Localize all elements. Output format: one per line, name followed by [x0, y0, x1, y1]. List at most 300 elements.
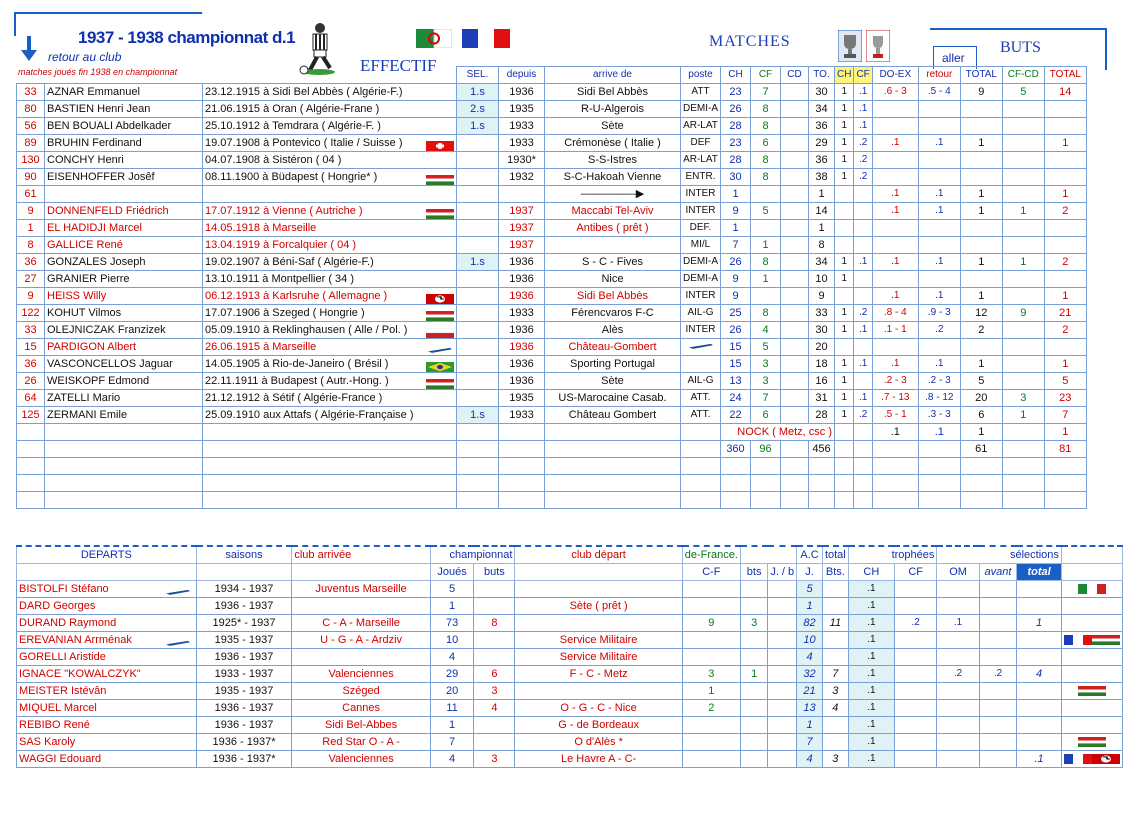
goals-retour: [918, 220, 960, 237]
position: DEMI-A: [681, 254, 721, 271]
sel-total: [1017, 581, 1062, 598]
cup-games: 2: [682, 700, 740, 717]
sel-ch: 1: [835, 390, 854, 407]
cell: [835, 424, 854, 441]
arrived-from: S-C-Hakoah Vienne: [545, 169, 681, 186]
arrived-from: Château-Gombert: [545, 339, 681, 356]
flag-cell: [1061, 598, 1122, 615]
nock-total: 1: [960, 424, 1002, 441]
sel-cf: [854, 203, 872, 220]
ac-games: [768, 649, 797, 666]
sel-ch: [835, 288, 854, 305]
total-games: 4: [797, 751, 823, 768]
subheader-bts2: Bts.: [822, 564, 848, 581]
sel-ch: [835, 237, 854, 254]
season-range: 1936 - 1937*: [196, 734, 292, 751]
cd-matches: [781, 322, 809, 339]
cell: [545, 441, 681, 458]
cell: [809, 475, 835, 492]
player-birth: [203, 220, 457, 237]
goals-retour: .2 - 3: [918, 373, 960, 390]
arrived-from: Férencvaros F-C: [545, 305, 681, 322]
player-name: SAS Karoly: [19, 736, 76, 748]
total-games: 1: [797, 598, 823, 615]
goals-grand-total: 1: [1044, 135, 1086, 152]
roster-col-header: TOTAL: [1044, 67, 1086, 84]
player-name: EREVANIAN Arrménak: [19, 634, 132, 646]
goals-total: 2: [960, 322, 1002, 339]
goals-total: 20: [960, 390, 1002, 407]
sel-ch: 1: [835, 322, 854, 339]
total-games: 7: [797, 734, 823, 751]
player-number: 8: [17, 237, 45, 254]
player-birth: [203, 305, 457, 322]
cell: [681, 424, 721, 441]
cell: [1061, 546, 1122, 564]
total-matches: 10: [809, 271, 835, 288]
cell: [781, 441, 809, 458]
player-number: 33: [17, 322, 45, 339]
cell: [721, 492, 751, 509]
since-year: 1935: [499, 101, 545, 118]
roster-row: [17, 390, 1087, 407]
trophy-cf: [894, 581, 936, 598]
subheader-avant: avant: [979, 564, 1017, 581]
cell: [203, 424, 457, 441]
selection: [457, 339, 499, 356]
goals-grand-total: 2: [1044, 322, 1086, 339]
header-selections: sélections: [937, 546, 1062, 564]
total-matches: 30: [809, 322, 835, 339]
goals-retour: .5 - 4: [918, 84, 960, 101]
player-name: GONZALES Joseph: [45, 254, 203, 271]
club-arrival: U - G - A - Ardziv: [292, 632, 431, 649]
ac-games: [768, 717, 797, 734]
trophy-ch: .1: [848, 615, 894, 632]
ch-matches: 9: [721, 288, 751, 305]
goals: 3: [474, 751, 515, 768]
selection: [457, 169, 499, 186]
sel-cf: .2: [854, 135, 872, 152]
trophy-cf: [894, 751, 936, 768]
trophy-cf: [894, 700, 936, 717]
subheader-total: total: [1017, 564, 1062, 581]
cd-matches: [781, 169, 809, 186]
sel-ch: 1: [835, 152, 854, 169]
goals-doex: [872, 118, 918, 135]
roster-col-header: arrive de: [545, 67, 681, 84]
subheader-ch: CH: [848, 564, 894, 581]
goals-cfcd: [1002, 220, 1044, 237]
player-number: 27: [17, 271, 45, 288]
sel-cf: .1: [854, 254, 872, 271]
ger-flag-icon: [426, 291, 454, 305]
departs-row: [17, 632, 1123, 649]
goals-total: 1: [960, 186, 1002, 203]
sel-cf: .2: [854, 407, 872, 424]
cd-matches: [781, 407, 809, 424]
departs-row: [17, 734, 1123, 751]
total-value: 360: [721, 441, 751, 458]
trophy-ch: .1: [848, 683, 894, 700]
goals: [474, 581, 515, 598]
trophy-ch: .1: [848, 581, 894, 598]
goals-retour: [918, 118, 960, 135]
sel-om: .1: [937, 615, 979, 632]
arrived-from: Sète: [545, 118, 681, 135]
club-departure: Service Militaire: [515, 649, 682, 666]
ch-matches: 15: [721, 339, 751, 356]
roster-row: [17, 305, 1087, 322]
cell: [1002, 458, 1044, 475]
ac-games: [768, 751, 797, 768]
back-arrow-icon[interactable]: [18, 36, 40, 62]
cf-matches: 5: [751, 203, 781, 220]
cup-goals: [740, 734, 767, 751]
position: INTER: [681, 288, 721, 305]
player-number: 36: [17, 356, 45, 373]
goals-doex: .1: [872, 203, 918, 220]
roster-row: [17, 135, 1087, 152]
games-played: 4: [430, 649, 473, 666]
arrived-from: Sète: [545, 373, 681, 390]
since-year: 1936: [499, 84, 545, 101]
player-birth: [203, 169, 457, 186]
since-year: 1936: [499, 271, 545, 288]
bra-flag-icon: [426, 359, 454, 373]
departed-player: [17, 751, 197, 768]
selection: [457, 322, 499, 339]
player-name: [45, 186, 203, 203]
departs-row: [17, 683, 1123, 700]
cell: [545, 492, 681, 509]
frame-line: [14, 12, 16, 36]
birth-text: 08.11.1900 à Büdapest ( Hongrie* ): [205, 171, 378, 183]
cf-matches: 6: [751, 407, 781, 424]
departed-player: [17, 649, 197, 666]
player-number: 130: [17, 152, 45, 169]
ch-matches: 9: [721, 271, 751, 288]
season-range: 1933 - 1937: [196, 666, 292, 683]
selection: [457, 305, 499, 322]
player-name: WAGGI Edouard: [19, 753, 102, 765]
departs-row: [17, 666, 1123, 683]
cd-matches: [781, 118, 809, 135]
goals-cfcd: [1002, 322, 1044, 339]
subheader-jb: J. / b: [768, 564, 797, 581]
goals-doex: .1: [872, 254, 918, 271]
cell: [835, 492, 854, 509]
sel-om: [937, 683, 979, 700]
cell: [1044, 475, 1086, 492]
cell: [835, 475, 854, 492]
sel-cf: [854, 339, 872, 356]
roster-col-header: CF-CD: [1002, 67, 1044, 84]
trophy-ch: .1: [848, 700, 894, 717]
arrow-right-icon: —————▶: [580, 188, 645, 200]
cup-goals: 3: [740, 615, 767, 632]
player-number: 9: [17, 203, 45, 220]
position: INTER: [681, 322, 721, 339]
player-birth: [203, 135, 457, 152]
goals-doex: .2 - 3: [872, 373, 918, 390]
ch-matches: 13: [721, 373, 751, 390]
pol-flag-icon: [426, 325, 454, 339]
sel-total: 1: [1017, 615, 1062, 632]
total-matches: 20: [809, 339, 835, 356]
goals-grand-total: [1044, 169, 1086, 186]
sel-ch: 1: [835, 84, 854, 101]
cd-matches: [781, 356, 809, 373]
cup-games: [682, 581, 740, 598]
arrived-from: [545, 186, 681, 203]
selection: [457, 152, 499, 169]
goals-retour: .1: [918, 135, 960, 152]
position: [681, 339, 721, 356]
roster-row: [17, 169, 1087, 186]
goals-grand-total: 1: [1044, 288, 1086, 305]
player-birth: [203, 186, 457, 203]
sel-total: 4: [1017, 666, 1062, 683]
games-played: 5: [430, 581, 473, 598]
hun-flag-icon: [426, 172, 454, 186]
goals-total: 12: [960, 305, 1002, 322]
roster-col-header: SEL.: [457, 67, 499, 84]
cell: [854, 475, 872, 492]
total-games: 1: [797, 717, 823, 734]
total-goals: 7: [822, 666, 848, 683]
cell: [45, 492, 203, 509]
sel-cf: .1: [854, 84, 872, 101]
sel-cf: [854, 237, 872, 254]
matches-heading: MATCHES: [709, 33, 791, 50]
since-year: [499, 186, 545, 203]
total-matches: 14: [809, 203, 835, 220]
club-departure: Service Militaire: [515, 632, 682, 649]
arrived-from: Crémonèse ( Italie ): [545, 135, 681, 152]
roster-row: [17, 356, 1087, 373]
back-to-club-link[interactable]: retour au club: [48, 50, 122, 64]
total-matches: 34: [809, 254, 835, 271]
ac-games: [768, 632, 797, 649]
goals-doex: [872, 271, 918, 288]
goals-retour: .1: [918, 356, 960, 373]
goals-total: 1: [960, 135, 1002, 152]
birth-text: 17.07.1906 à Szeged ( Hongrie ): [205, 307, 365, 319]
total-matches: 29: [809, 135, 835, 152]
goals-grand-total: [1044, 271, 1086, 288]
goals-doex: [872, 339, 918, 356]
sel-ch: 1: [835, 373, 854, 390]
player-name: KOHUT Vilmos: [45, 305, 203, 322]
total-matches: 1: [809, 220, 835, 237]
since-year: 1933: [499, 407, 545, 424]
cf-matches: 1: [751, 237, 781, 254]
sel-cf: [854, 220, 872, 237]
trophy-ch: .1: [848, 649, 894, 666]
trophy-icon: [838, 30, 862, 62]
cf-matches: 5: [751, 339, 781, 356]
departs-subheader-row: [17, 564, 1123, 581]
goals-cfcd: [1002, 339, 1044, 356]
cell: [499, 475, 545, 492]
algeria-flag-icon: [416, 29, 452, 48]
player-number: 36: [17, 254, 45, 271]
cell: [681, 475, 721, 492]
subheader-bts: bts: [740, 564, 767, 581]
goals-grand-total: 7: [1044, 407, 1086, 424]
trophy-cf: [894, 683, 936, 700]
effectif-heading: EFFECTIF: [360, 56, 437, 75]
hun-flag-icon: [1078, 685, 1106, 697]
player-number: 80: [17, 101, 45, 118]
cd-matches: [781, 339, 809, 356]
goals-total: 1: [960, 254, 1002, 271]
flag-cell: [1061, 683, 1122, 700]
subheader-joues: Joués: [430, 564, 473, 581]
cell: [196, 564, 292, 581]
club-departure: [515, 683, 682, 700]
cell: [1002, 424, 1044, 441]
player-birth: [203, 203, 457, 220]
club-departure: [515, 615, 682, 632]
cup-goals: [740, 598, 767, 615]
totals-row: [17, 441, 1087, 458]
total-matches: 8: [809, 237, 835, 254]
season-range: 1935 - 1937: [196, 683, 292, 700]
cd-matches: [781, 220, 809, 237]
cd-matches: [781, 305, 809, 322]
plane-flag-icon: [426, 342, 454, 356]
total-goals: [822, 717, 848, 734]
total-games: 21: [797, 683, 823, 700]
cell: [681, 441, 721, 458]
arrived-from: Alès: [545, 322, 681, 339]
sel-cf: [854, 271, 872, 288]
cup-goals: [740, 700, 767, 717]
cf-matches: [751, 186, 781, 203]
player-number: 125: [17, 407, 45, 424]
birth-text: 17.07.1912 à Vienne ( Autriche ): [205, 205, 363, 217]
cf-matches: 8: [751, 152, 781, 169]
departed-player: [17, 666, 197, 683]
cf-matches: 8: [751, 118, 781, 135]
cd-matches: [781, 254, 809, 271]
cell: [1061, 564, 1122, 581]
season-range: 1925* - 1937: [196, 615, 292, 632]
since-year: 1936: [499, 356, 545, 373]
goals-total: [960, 220, 1002, 237]
goals-total: 6: [960, 407, 1002, 424]
player-birth: [203, 101, 457, 118]
position: AIL-G: [681, 373, 721, 390]
cup-games: [682, 632, 740, 649]
position: [681, 356, 721, 373]
sel-cf: [854, 186, 872, 203]
goals-grand-total: [1044, 101, 1086, 118]
cell: [872, 441, 918, 458]
birth-text: 14.05.1918 à Marseille: [205, 222, 317, 234]
since-year: 1936: [499, 288, 545, 305]
sel-total: [1017, 649, 1062, 666]
roster-col-header: CH: [721, 67, 751, 84]
cell: [918, 492, 960, 509]
player-name: IGNACE "KOWALCZYK": [19, 668, 141, 680]
player-number: 61: [17, 186, 45, 203]
player-name: PARDIGON Albert: [45, 339, 203, 356]
birth-text: 13.10.1911 à Montpellier ( 34 ): [205, 273, 354, 285]
goals: 8: [474, 615, 515, 632]
ac-games: [768, 683, 797, 700]
flag-cell: [1061, 666, 1122, 683]
since-year: 1933: [499, 305, 545, 322]
goals-cfcd: [1002, 101, 1044, 118]
cell: [45, 475, 203, 492]
games-played: 10: [430, 632, 473, 649]
ch-matches: 9: [721, 203, 751, 220]
cf-matches: [751, 288, 781, 305]
cup-games: [682, 598, 740, 615]
player-name: OLEJNICZAK Franzizek: [45, 322, 203, 339]
swiss-flag-icon: [426, 138, 454, 152]
since-year: 1937: [499, 237, 545, 254]
departed-player: [17, 598, 197, 615]
club-arrival: [292, 598, 431, 615]
total-goals: 3: [822, 751, 848, 768]
flag-cell: [1061, 649, 1122, 666]
club-departure: O d'Alès *: [515, 734, 682, 751]
ac-games: [768, 581, 797, 598]
goals-total: 1: [960, 356, 1002, 373]
selection: [457, 135, 499, 152]
roster-row: [17, 373, 1087, 390]
cell: [515, 564, 682, 581]
roster-row: [17, 237, 1087, 254]
goals: 4: [474, 700, 515, 717]
hun-flag-icon: [1078, 736, 1106, 748]
cell: [17, 475, 45, 492]
selection: 1.s: [457, 84, 499, 101]
player-name: BEN BOUALI Abdelkader: [45, 118, 203, 135]
selection: [457, 390, 499, 407]
arrived-from: Maccabi Tel-Aviv: [545, 203, 681, 220]
cell: [203, 492, 457, 509]
birth-text: 25.10.1912 à Temdrara ( Algérie-F. ): [205, 120, 381, 132]
roster-row: [17, 271, 1087, 288]
club-departure: G - de Bordeaux: [515, 717, 682, 734]
total-games: 32: [797, 666, 823, 683]
selection: [457, 373, 499, 390]
position: ATT.: [681, 390, 721, 407]
flag-cell: [1061, 717, 1122, 734]
cf-matches: 8: [751, 254, 781, 271]
cd-matches: [781, 373, 809, 390]
sel-cf: .1: [854, 101, 872, 118]
selection: 1.s: [457, 407, 499, 424]
goals-cfcd: 1: [1002, 407, 1044, 424]
subheader-buts: buts: [474, 564, 515, 581]
goals-retour: [918, 339, 960, 356]
roster-row: [17, 254, 1087, 271]
cell: [1044, 458, 1086, 475]
sel-ch: 1: [835, 305, 854, 322]
sel-avant: [979, 581, 1017, 598]
cup-games: 9: [682, 615, 740, 632]
sel-ch: [835, 220, 854, 237]
empty-row: [17, 492, 1087, 509]
cd-matches: [781, 186, 809, 203]
goals-retour: .1: [918, 288, 960, 305]
